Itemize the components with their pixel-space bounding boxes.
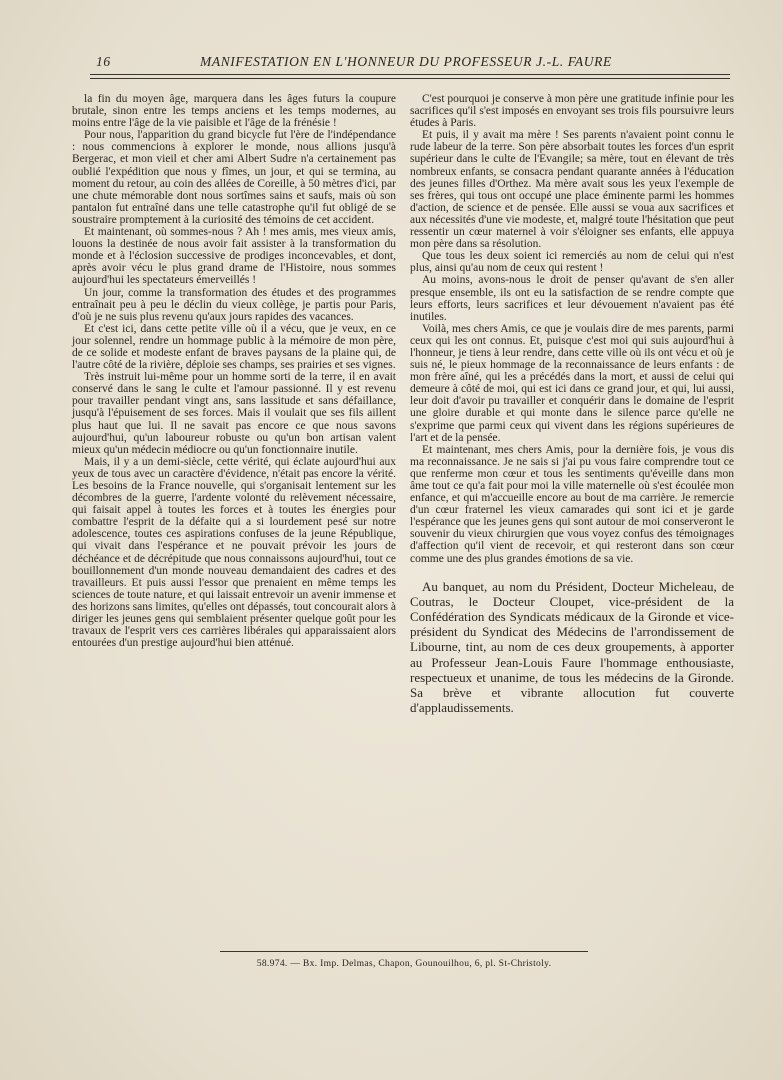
- left-column: [72, 93, 396, 649]
- right-paragraph: Que tous les deux soient ici remerciés au nom de celui qui n'est plus, ainsi qu'au nom de ceux qui restent !: [410, 250, 734, 275]
- right-paragraph: C'est pourquoi je conserve à mon père une gratitude infinie pour les sacrifices qu'il s'est imposés en envoyant ses trois fils poursuivre leurs études à Paris.: [410, 93, 734, 130]
- left-paragraph: Mais, il y a un demi-siècle, cette vérité, qui éclate aujourd'hui aux yeux de tous avec un caractère d'évidence, n'était pas encore la vérité. Les besoins de la France nouvelle, qui s'organisait lentement sur les décombres de la guerre, l'ardente volonté du relèvement nécessaire, qui faisait appel à toutes les forces et à toutes les énergies pour combattre l'esprit de la défaite qui a si lourdement pesé sur notre adolescence, toutes ces aspirations confuses de la jeune République, qui vivait dans l'espérance et ne pouvait prévoir les jours de déchéance et de décrépitude que nous connaissons aujourd'hui, tout ce bouillonnement d'un monde nouveau demandaient des cadres et des travailleurs. Et puis aussi l'essor que prenaient en même temps les sciences de toute nature, et qui laissait entrevoir un avenir immense et des horizons sans limites, qu'elles ont dépassés, tout concourait alors à diriger les jeunes gens qui semblaient présenter quelque goût pour les travaux de l'esprit vers ces carrières libérales qui apparaissaient alors entourées d'un prestige aujourd'hui bien atténué.: [72, 455, 397, 650]
- left-paragraph: Très instruit lui-même pour un homme sorti de la terre, il en avait conservé dans le sang le culte et l'amour passionné. Il y est revenu pour travailler pendant vingt ans, sans lassitude et sans défaillance, jusqu'à l'épuisement de ses forces. Mais il voulait que ses fils aillent plus haut que lui. Il ne savait pas encore ce que nous savons aujourd'hui, qu'un laboureur robuste ou qu'un bon artisan valent mieux qu'un médecin médiocre ou qu'un fonctionnaire inutile.: [72, 371, 396, 456]
- right-paragraph: Et puis, il y avait ma mère ! Ses parents n'avaient point connu le rude labeur de la terre. Son père absorbait toutes les forces d'un esprit supérieur dans le culte de l'Evangile; sa mère, tout en élevant de très nombreux enfants, se consacra pendant quarante années à l'éducation des jeunes filles d'Orthez. Ma mère avait sous les yeux l'exemple de ses frères, qui tous ont occupé une place éminente parmi les hommes d'action, de science et de pensée. Elle aussi se voua aux sacrifices et aux nécessités d'une vie modeste, et, malgré toute l'hésitation que peut ressentir un cœur maternel à voir s'éloigner ses enfants, elle appuya mon père dans sa résolution.: [410, 129, 734, 251]
- running-header: [92, 50, 730, 72]
- header-rule-thick: [90, 74, 730, 75]
- header-rule-thin: [90, 78, 730, 79]
- left-paragraph: la fin du moyen âge, marquera dans les âges futurs la coupure brutale, sinon entre les temps anciens et les temps modernes, au moins entre l'âge de la vie paisible et l'âge de la frénésie !: [72, 93, 396, 130]
- right-paragraph: Au moins, avons-nous le droit de penser qu'avant de s'en aller presque ensemble, ils ont eu la satisfaction de se rendre compte que leurs efforts, leurs sacrifices et leur dévouement n'avaient pas été inutiles.: [410, 274, 734, 323]
- printer-imprint: 58.974. — Bx. Imp. Delmas, Chapon, Gounouilhou, 6, pl. St-Christoly.: [256, 958, 552, 969]
- page-number: 16: [96, 54, 111, 69]
- footer-rule: [220, 951, 588, 952]
- right-paragraph: Et maintenant, mes chers Amis, pour la dernière fois, je vous dis ma reconnaissance. Je ne sais si j'ai pu vous faire comprendre tout ce que renferme mon cœur et tous les sentiments qu'éveille dans mon âme tout ce qu'a fait pour moi la ville maternelle où s'est écoulée mon enfance, et qui m'accueille encore au bout de ma carrière. Je remercie d'un cœur fraternel les vieux camarades qui sont ici et je garde l'espérance que les jeunes gens qui sont autour de moi conserveront le souvenir du vieux chirurgien que vous voyez confus des témoignages d'affection qu'il vient de recevoir, et qui resteront dans son cœur comme une des plus grandes émotions de sa vie.: [410, 443, 734, 565]
- banquet-paragraph: Au banquet, au nom du Président, Docteur Micheleau, de Coutras, le Docteur Cloupet, vice-président de la Confédération des Syndicats médicaux de la Gironde et vice-président du Syndicat des Médecins de l'arrondissement de Libourne, tint, au nom de ces deux groupements, à apporter au Professeur Jean-Louis Faure l'hommage enthousiaste, respectueux et unanime, de tous les médecins de la Gironde. Sa brève et vibrante allocution fut couverte d'applaudissements.: [410, 578, 734, 716]
- right-column: [410, 93, 734, 715]
- left-paragraph: Pour nous, l'apparition du grand bicycle fut l'ère de l'indépendance : nous commencions à explorer le monde, nous allions jusqu'à Bergerac, et mon vieil et cher ami Albert Sudre n'a certainement pas oublié l'expédition que nous y fîmes, un jour, et qui se termina, au moment du retour, au coin des allées de Coreille, à 50 mètres d'ici, par une chute mémorable dont nous sortîmes sains et saufs, mais où son pantalon fut entraîné dans une telle catastrophe qu'il fut obligé de se soustraire promptement à la curiosité des témoins de cet accident.: [72, 129, 396, 226]
- right-paragraph: Voilà, mes chers Amis, ce que je voulais dire de mes parents, parmi ceux qui les ont connus. Et, puisque c'est moi qui suis aujourd'hui à l'honneur, je tiens à leur rendre, dans cette ville où ils ont vécu et où je suis né, le pieux hommage de la reconnaissance de leurs enfants : de mon frère aîné, qui les a précédés dans la mort, et aussi de celui qui demeure à côté de moi, qui est ici dans ce grand jour, et qui, lui aussi, leur doit d'avoir pu travailler et conquérir dans le domaine de l'esprit une gloire durable et qui monte dans le silence parce qu'elle ne s'exprime que parmi ceux qui vivent dans les régions supérieures de l'art et de la pensée.: [410, 322, 734, 444]
- header-title: MANIFESTATION EN L'HONNEUR DU PROFESSEUR J.-L. FAURE: [200, 54, 612, 69]
- left-paragraph: Et maintenant, où sommes-nous ? Ah ! mes amis, mes vieux amis, louons la destinée de nous avoir fait assister à la transformation du monde et à l'éclosion successive de prodiges inconcevables, et dont, après avoir vécu le plus grand drame de l'Histoire, nous sommes aujourd'hui les spectateurs émerveillés !: [72, 226, 396, 287]
- left-paragraph: Et c'est ici, dans cette petite ville où il a vécu, que je veux, en ce jour solennel, rendre un hommage public à la mémoire de mon père, de ce solide et modeste enfant de braves paysans de la plaine qui, de l'autre côté de la rivière, déploie ses champs, ses prairies et ses vignes.: [72, 322, 396, 372]
- left-paragraph: Un jour, comme la transformation des études et des programmes entraînait peu à peu le déclin du vieux collège, je partis pour Paris, d'où je ne suis plus revenu qu'aux jours rapides des vacances.: [72, 286, 396, 323]
